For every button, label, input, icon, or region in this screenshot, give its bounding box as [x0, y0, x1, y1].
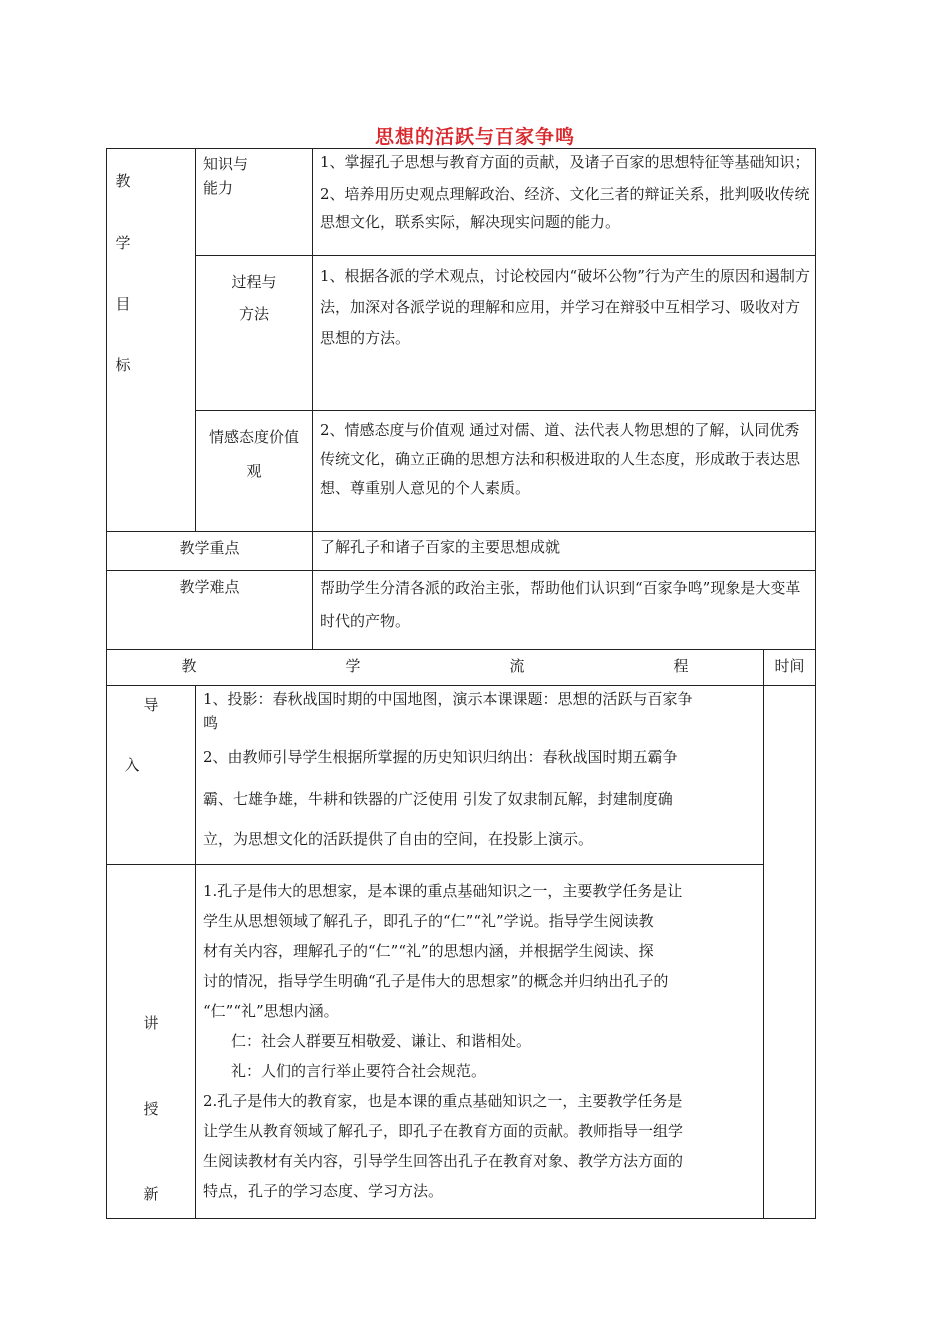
intro-label-char: 导 — [143, 696, 159, 714]
emotion-label — [196, 420, 312, 488]
divider — [763, 649, 764, 1219]
lecture-label-char: 讲 — [143, 1014, 159, 1032]
page-title: 思想的活跃与百家争鸣 — [374, 126, 575, 148]
table-border-right — [815, 148, 816, 1219]
text-line: 2、由教师引导学生根据所掌握的历史知识归纳出：春秋战国时期五霸争 — [203, 748, 678, 766]
divider — [106, 531, 816, 532]
lecture-label-char: 新 — [143, 1185, 159, 1203]
process-label — [196, 266, 312, 330]
lecture-content — [203, 876, 759, 1206]
divider — [312, 148, 313, 649]
flow-header — [107, 655, 763, 676]
time-label: 时间 — [774, 657, 805, 675]
intro-content — [203, 687, 759, 851]
text-line: 鸣 — [203, 714, 219, 732]
text-line: 生阅读教材有关内容，引导学生回答出孔子在教育对象、教学方法方面的 — [203, 1152, 684, 1170]
label-line: 知识与 — [203, 155, 249, 173]
divider — [106, 864, 764, 865]
text-line: 礼：人们的言行举止要符合社会规范。 — [231, 1062, 487, 1080]
text-line: 材有关内容，理解孔子的“仁”“礼”的思想内涵，并根据学生阅读、探 — [203, 942, 654, 960]
objectives-label-char: 目 — [115, 295, 131, 313]
key-point-content: 了解孔子和诸子百家的主要思想成就 — [320, 538, 561, 556]
key-point-label: 教学重点 — [179, 539, 240, 557]
objectives-label-char: 学 — [115, 234, 131, 252]
label-line: 能力 — [203, 179, 234, 197]
text-line: 2.孔子是伟大的教育家，也是本课的重点基础知识之一，主要教学任务是 — [203, 1092, 683, 1110]
table-border-bottom — [106, 1218, 816, 1219]
divider — [195, 255, 816, 256]
text-line: “仁”“礼”思想内涵。 — [203, 1002, 339, 1020]
text-line: 让学生从教育领域了解孔子，即孔子在教育方面的贡献。教师指导一组学 — [203, 1122, 684, 1140]
emotion-content: 2、情感态度与价值观 通过对儒、道、法代表人物思想的了解，认同优秀传统文化，确立正确的思想方法和积极进取的人生态度，形成敢于表达思想、尊重别人意见的个人素质。 — [320, 421, 801, 497]
divider — [106, 649, 816, 650]
lecture-label-char: 授 — [143, 1100, 159, 1118]
text-line: 讨的情况，指导学生明确“孔子是伟大的思想家”的概念并归纳出孔子的 — [203, 972, 669, 990]
text-line: 学生从思想领域了解孔子，即孔子的“仁”“礼”学说。指导学生阅读教 — [203, 912, 654, 930]
divider — [195, 685, 196, 1219]
paragraph: 1、掌握孔子思想与教育方面的贡献，及诸子百家的思想特征等基础知识； — [320, 153, 810, 171]
intro-label-char: 入 — [124, 756, 140, 774]
text-line: 霸、七雄争雄，牛耕和铁器的广泛使用 引发了奴隶制瓦解，封建制度确 — [203, 790, 673, 808]
flow-header-char: 教 — [181, 657, 197, 675]
text-line: 立，为思想文化的活跃提供了自由的空间，在投影上演示。 — [203, 830, 594, 848]
text-line: 特点，孔子的学习态度、学习方法。 — [203, 1182, 444, 1200]
divider — [106, 685, 816, 686]
flow-header-char: 程 — [673, 657, 689, 675]
difficulty-label: 教学难点 — [179, 578, 240, 596]
label-line: 方法 — [238, 305, 269, 323]
difficulty-content: 帮助学生分清各派的政治主张，帮助他们认识到“百家争鸣”现象是大变革时代的产物。 — [320, 579, 801, 630]
divider — [106, 570, 816, 571]
objectives-label-char: 教 — [115, 172, 131, 190]
text-line: 1.孔子是伟大的思想家，是本课的重点基础知识之一，主要教学任务是让 — [203, 882, 683, 900]
process-content: 1、根据各派的学术观点，讨论校园内“破坏公物”行为产生的原因和遏制方法，加深对各派学说的理解和应用，并学习在辩驳中互相学习、吸收对方思想的方法。 — [320, 267, 810, 347]
label-line: 观 — [246, 462, 262, 480]
knowledge-content — [320, 148, 810, 236]
knowledge-label — [203, 152, 248, 200]
flow-header-char: 流 — [509, 657, 525, 675]
divider — [195, 410, 816, 411]
label-line: 情感态度价值 — [208, 428, 299, 446]
objectives-label-char: 标 — [115, 356, 131, 374]
text-line: 1、投影：春秋战国时期的中国地图，演示本课课题：思想的活跃与百家争 — [203, 690, 693, 708]
paragraph: 2、培养用历史观点理解政治、经济、文化三者的辩证关系，批判吸收传统思想文化，联系实际，解决现实问题的能力。 — [320, 185, 810, 231]
flow-header-char: 学 — [345, 657, 361, 675]
label-line: 过程与 — [231, 273, 277, 291]
table-border-left — [106, 148, 107, 1219]
text-line: 仁：社会人群要互相敬爱、谦让、和谐相处。 — [231, 1032, 532, 1050]
